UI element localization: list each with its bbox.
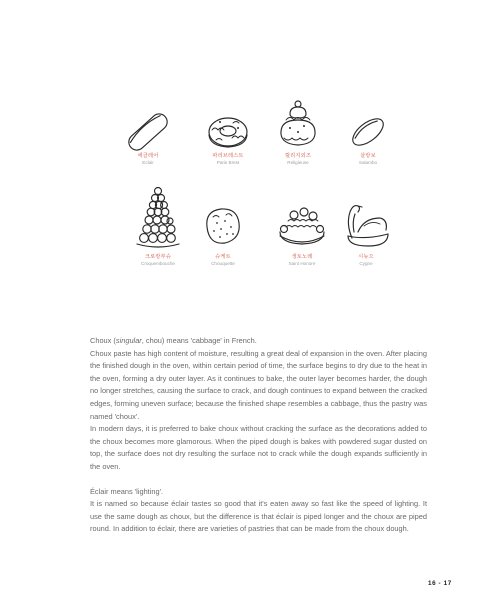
pastry-korean-name: 에클레어 — [137, 153, 159, 159]
pastry-english-name: Croquembouche — [141, 261, 175, 266]
paris-brest-icon — [198, 108, 258, 153]
italic-singular: singular — [115, 336, 142, 345]
pastry-english-name: Cygne — [359, 261, 373, 266]
body-text — [90, 335, 427, 536]
pastry-korean-name: 크로캉부슈 — [144, 254, 172, 260]
chouquette-icon — [193, 199, 253, 254]
paragraph-gap — [90, 474, 427, 486]
pastry-english-name: Religieuse — [287, 160, 309, 165]
page-number: 16 - 17 — [428, 580, 452, 587]
pastry-english-name: Chouquette — [211, 261, 235, 266]
pastry-english-name: Eclair — [142, 160, 154, 165]
pastry-korean-name: 슈케트 — [215, 254, 231, 260]
religieuse-icon — [268, 98, 328, 153]
pastry-chouquette — [178, 199, 268, 267]
cygne-icon — [336, 196, 396, 254]
pastry-korean-name: 파리브레스트 — [212, 153, 244, 159]
pastry-korean-name: 릴리지외즈 — [284, 153, 312, 159]
pastry-english-name: Paris Brest — [216, 160, 240, 165]
pastry-english-name: Saint Honore — [288, 261, 316, 266]
pastry-english-name: Salambo — [358, 160, 378, 165]
paragraph-choux-paste: Choux paste has high content of moisture, resulting a great deal of expansion in the oven. After placing the finished dough in the oven, within certain period of time, the surface begins to dry due to the heat in the oven, forming a dry outer layer. As it continues to bake, the outer layer becomes harder, the dough no longer stretches, causing the surface to crack, and dough continues to expand between the cracked edges, forming uneven surface; because the finished shape resembles a cabbage, thus the pastry was named 'choux'. — [90, 348, 427, 421]
pastry-korean-name: 살랑보 — [360, 153, 376, 159]
pastry-eclair — [103, 108, 193, 166]
salambo-icon — [338, 108, 398, 153]
eclair-icon — [118, 108, 178, 153]
paragraph-eclair-name: It is named so because éclair tastes so good that it's eaten away so fast like the speed of lighting. It use the same dough as choux, but the difference is that éclair is piped longer and the choux are piped round. In addition to éclair, there are varieties of pastries that can be made from the choux dough. — [90, 499, 427, 534]
pastry-salambo — [323, 108, 413, 166]
paragraph-choux-meaning: Choux (singular, chou) means 'cabbage' in French. — [90, 336, 257, 345]
paragraph-eclair-meaning: Éclair means 'lighting'. — [90, 486, 164, 496]
pastry-korean-name: 시뉴으 — [358, 254, 374, 260]
pastry-korean-name: 생토노레 — [291, 254, 313, 260]
pastry-cygne — [321, 196, 411, 267]
paragraph-modern-days: In modern days, it is preferred to bake choux without cracking the surface as the decorations added to the choux becomes more glamorous. When the piped dough is bakes with powdered sugar dusted on top, the surface does not dry resulting the surface not to crack while the dough expands sufficiently in the oven. — [90, 424, 427, 471]
